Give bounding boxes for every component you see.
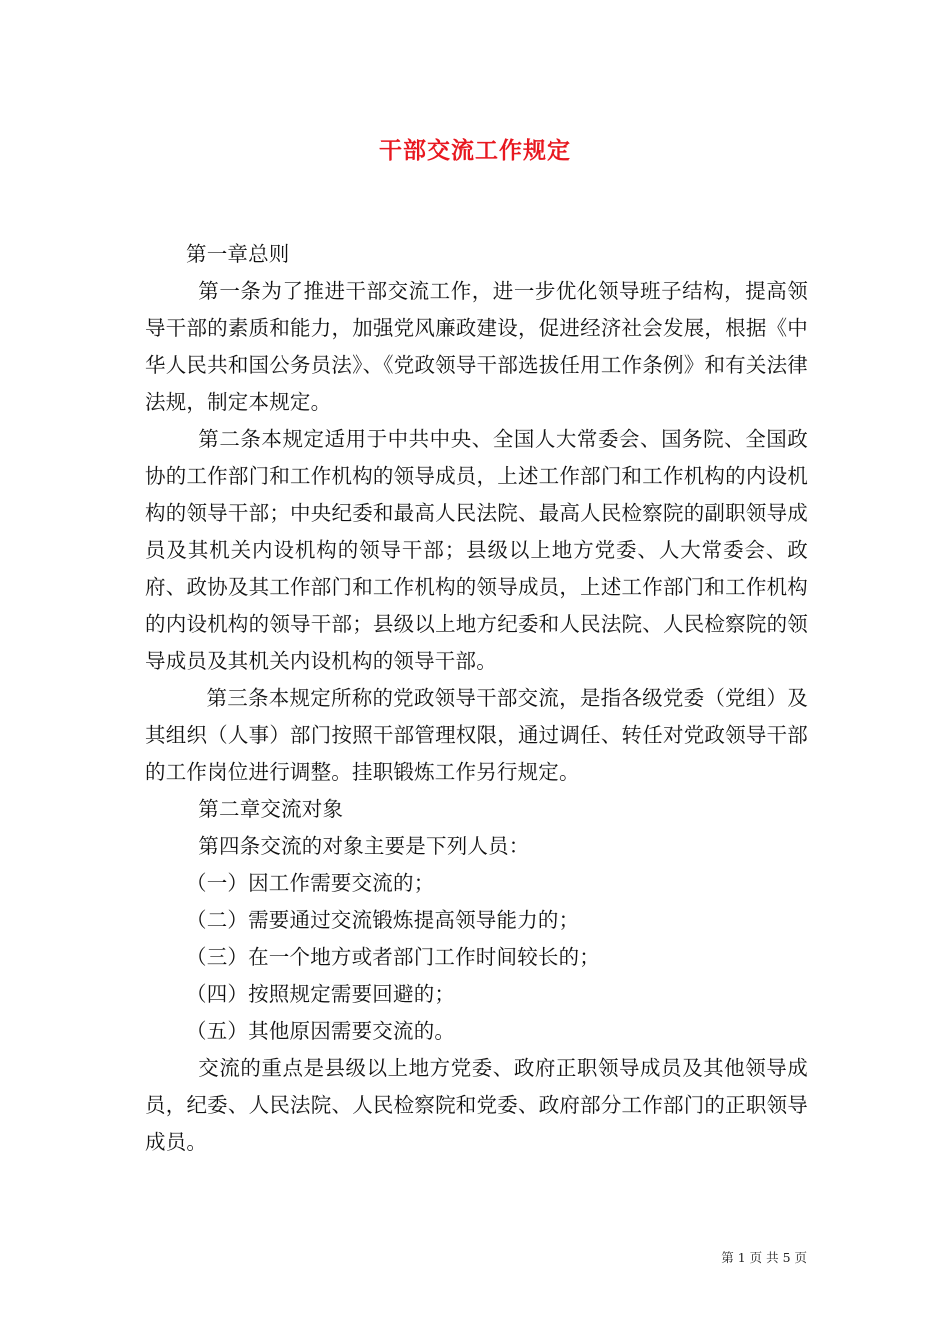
document-title: 干部交流工作规定	[379, 137, 571, 164]
list-item-1: （一）因工作需要交流的；	[186, 871, 435, 895]
chapter-heading-2: 第二章交流对象	[198, 797, 344, 821]
chapter-heading-1: 第一章总则	[186, 242, 290, 266]
focus-paragraph: 交流的重点是县级以上地方党委、政府正职领导成员及其他领导成员，纪委、人民法院、人民检察院和党委、政府部分工作部门的正职领导成员。	[145, 1056, 808, 1154]
article-1: 第一条为了推进干部交流工作，进一步优化领导班子结构，提高领导干部的素质和能力，加强党风廉政建设，促进经济社会发展，根据《中华人民共和国公务员法》、《党政领导干部选拔任用工作条例》和有关法律法规，制定本规定。	[145, 279, 808, 414]
page-number: 第 1 页 共 5 页	[721, 1250, 807, 1265]
document-body	[145, 236, 808, 1161]
article-2: 第二条本规定适用于中共中央、全国人大常委会、国务院、全国政协的工作部门和工作机构的领导成员，上述工作部门和工作机构的内设机构的领导干部；中央纪委和最高人民法院、最高人民检察院的副职领导成员及其机关内设机构的领导干部；县级以上地方党委、人大常委会、政府、政协及其工作部门和工作机构的领导成员，上述工作部门和工作机构的内设机构的领导干部；县级以上地方纪委和人民法院、人民检察院的领导成员及其机关内设机构的领导干部。	[145, 427, 808, 673]
list-item-2: （二）需要通过交流锻炼提高领导能力的；	[186, 908, 580, 932]
article-3: 第三条本规定所称的党政领导干部交流，是指各级党委（党组）及其组织（人事）部门按照干部管理权限，通过调任、转任对党政领导干部的工作岗位进行调整。挂职锻炼工作另行规定。	[145, 686, 808, 784]
list-item-4: （四）按照规定需要回避的；	[186, 982, 456, 1006]
list-item-5: （五）其他原因需要交流的。	[186, 1019, 456, 1043]
article-4: 第四条交流的对象主要是下列人员：	[198, 834, 530, 858]
list-item-3: （三）在一个地方或者部门工作时间较长的；	[186, 945, 600, 969]
